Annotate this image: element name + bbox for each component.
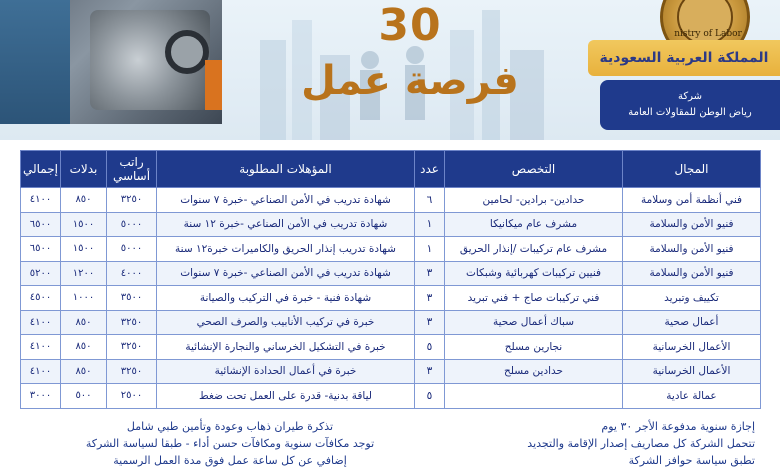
cell-specialty: حدادين مسلح — [445, 359, 623, 384]
cell-specialty: فنيين تركيبات كهربائية وشبكات — [445, 261, 623, 286]
cell-salary: ٢٥٠٠ — [107, 384, 157, 409]
cell-specialty: مشرف عام تركيبات /إنذار الحريق — [445, 237, 623, 262]
cell-qualifications: خبرة في التشكيل الخرساني والنجارة الإنشائية — [157, 335, 415, 360]
cell-field: فنيو الأمن والسلامة — [623, 212, 761, 237]
table-row — [21, 335, 761, 360]
cell-total: ٤٥٠٠ — [21, 286, 61, 311]
cell-salary: ٣٢٥٠ — [107, 310, 157, 335]
cell-specialty — [445, 384, 623, 409]
cell-total: ٦٥٠٠ — [21, 212, 61, 237]
table-row — [21, 286, 761, 311]
cell-allowances: ٨٥٠ — [61, 335, 107, 360]
cell-count: ٣ — [415, 359, 445, 384]
cell-qualifications: شهادة تدريب في الأمن الصناعي -خبرة ٧ سنوات — [157, 261, 415, 286]
cell-salary: ٣٢٥٠ — [107, 335, 157, 360]
cell-allowances: ٨٥٠ — [61, 310, 107, 335]
cell-allowances: ١٠٠٠ — [61, 286, 107, 311]
cell-field: فنيو الأمن والسلامة — [623, 261, 761, 286]
table-header-row — [21, 151, 761, 188]
cell-qualifications: خبرة في أعمال الحدادة الإنشائية — [157, 359, 415, 384]
cell-salary: ٤٠٠٠ — [107, 261, 157, 286]
benefit-item: تتحمل الشركة كل مصاريف إصدار الإقامة والتجديد — [527, 437, 755, 450]
table-row — [21, 384, 761, 409]
cell-salary: ٣٢٥٠ — [107, 188, 157, 213]
cell-field: فني أنظمة أمن وسلامة — [623, 188, 761, 213]
cell-allowances: ١٥٠٠ — [61, 212, 107, 237]
cell-field: أعمال صحية — [623, 310, 761, 335]
header-salary: راتب أساسي — [107, 151, 157, 188]
cell-qualifications: شهادة تدريب في الأمن الصناعي -خبرة ٧ سنوات — [157, 188, 415, 213]
company-box — [600, 80, 780, 130]
cell-count: ٣ — [415, 261, 445, 286]
cell-specialty: سباك أعمال صحية — [445, 310, 623, 335]
benefit-item: إضافي عن كل ساعة عمل فوق مدة العمل الرسمية — [113, 454, 347, 467]
cell-salary: ٥٠٠٠ — [107, 212, 157, 237]
openings-count: 30 — [378, 0, 442, 51]
cell-qualifications: شهادة تدريب في الأمن الصناعي -خبرة ١٢ سنة — [157, 212, 415, 237]
header-allowances: بدلات — [61, 151, 107, 188]
cell-total: ٤١٠٠ — [21, 310, 61, 335]
table-row — [21, 188, 761, 213]
cell-allowances: ٨٥٠ — [61, 188, 107, 213]
kingdom-label: المملكة العربية السعودية — [588, 40, 780, 76]
table-row — [21, 359, 761, 384]
cell-total: ٤١٠٠ — [21, 335, 61, 360]
cell-allowances: ١٥٠٠ — [61, 237, 107, 262]
cell-qualifications: شهادة فنية - خبرة في التركيب والصيانة — [157, 286, 415, 311]
cell-count: ٥ — [415, 384, 445, 409]
cell-total: ٦٥٠٠ — [21, 237, 61, 262]
header-count: عدد — [415, 151, 445, 188]
cell-count: ٣ — [415, 310, 445, 335]
benefit-item: تذكرة طيران ذهاب وعودة وتأمين طبي شامل — [126, 420, 334, 433]
cell-allowances: ٨٥٠ — [61, 359, 107, 384]
cell-total: ٤١٠٠ — [21, 188, 61, 213]
benefit-item: تطبق سياسة حوافز الشركة — [628, 454, 755, 467]
cell-total: ٥٢٠٠ — [21, 261, 61, 286]
cell-total: ٣٠٠٠ — [21, 384, 61, 409]
benefit-item: إجازة سنوية مدفوعة الأجر ٣٠ يوم — [601, 420, 755, 433]
table-row — [21, 212, 761, 237]
cell-count: ١ — [415, 212, 445, 237]
company-line-2: رياض الوطن للمقاولات العامة — [628, 107, 752, 118]
cell-field: عمالة عادية — [623, 384, 761, 409]
header-field: المجال — [623, 151, 761, 188]
cell-specialty: نجارين مسلح — [445, 335, 623, 360]
cell-allowances: ١٢٠٠ — [61, 261, 107, 286]
cell-count: ٣ — [415, 286, 445, 311]
header-qualifications: المؤهلات المطلوبة — [157, 151, 415, 188]
table-row — [21, 261, 761, 286]
benefits-right-list — [440, 418, 770, 469]
cell-salary: ٣٥٠٠ — [107, 286, 157, 311]
cell-specialty: فني تركيبات صاج + فني تبريد — [445, 286, 623, 311]
cell-salary: ٥٠٠٠ — [107, 237, 157, 262]
header-specialty: التخصص — [445, 151, 623, 188]
cell-total: ٤١٠٠ — [21, 359, 61, 384]
company-line-1: شركة — [677, 91, 703, 102]
table-row — [21, 237, 761, 262]
logo-seal-text: nistry of Labor — [674, 29, 742, 39]
benefit-item: توجد مكافآت سنوية ومكافآت حسن أداء - طبقا لسياسة الشركة — [85, 437, 375, 450]
page-title: فرصة عمل — [301, 58, 519, 104]
cell-specialty: مشرف عام ميكانيكا — [445, 212, 623, 237]
jobs-table — [20, 150, 761, 409]
benefits-left-list — [50, 418, 410, 469]
cell-count: ١ — [415, 237, 445, 262]
cell-count: ٦ — [415, 188, 445, 213]
cell-field: فنيو الأمن والسلامة — [623, 237, 761, 262]
table-row — [21, 310, 761, 335]
cell-qualifications: لياقة بدنية- قدرة على العمل تحت ضغط — [157, 384, 415, 409]
cell-count: ٥ — [415, 335, 445, 360]
header-total: إجمالي — [21, 151, 61, 188]
cell-qualifications: خبرة في تركيب الأنابيب والصرف الصحي — [157, 310, 415, 335]
worker-photo — [0, 0, 222, 124]
cell-field: تكييف وتبريد — [623, 286, 761, 311]
cell-salary: ٣٢٥٠ — [107, 359, 157, 384]
cell-specialty: حدادين- برادين- لحامين — [445, 188, 623, 213]
jobs-table-wrapper — [20, 150, 760, 409]
cell-field: الأعمال الخرسانية — [623, 359, 761, 384]
cell-qualifications: شهادة تدريب إنذار الحريق والكاميرات خبرة١٢ سنة — [157, 237, 415, 262]
cell-field: الأعمال الخرسانية — [623, 335, 761, 360]
cell-allowances: ٥٠٠ — [61, 384, 107, 409]
